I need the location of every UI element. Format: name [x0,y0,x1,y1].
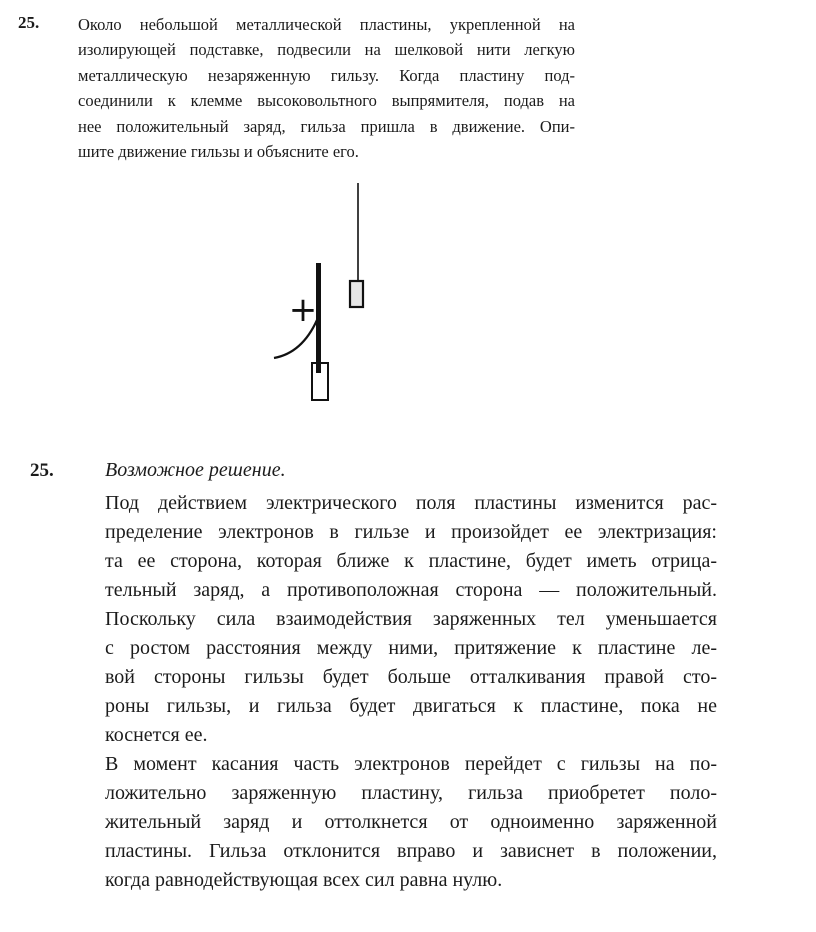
solution-number: 25. [30,460,54,481]
text-line: ложительно заряженную пластину, гильза приобретет поло- [105,782,717,804]
text-line: роны гильзы, и гильза будет двигаться к пластине, пока не [105,695,717,717]
figure-electrostatics-diagram [240,170,420,410]
plus-sign: + [288,290,318,330]
text-line: вой стороны гильзы будет больше отталкивания правой сто- [105,666,717,688]
text-line: с ростом расстояния между ними, притяжение к пластине ле- [105,637,717,659]
text-line: жительный заряд и оттолкнется от одноименно заряженной [105,811,717,833]
text-line: пределение электронов в гильзе и произойдет ее электризация: [105,521,717,543]
solution-heading: Возможное решение. [105,459,286,481]
solution-text [105,489,717,895]
text-line: металлическую незаряженную гильзу. Когда пластину под- [78,65,575,85]
text-line: Около небольшой металлической пластины, укрепленной на [78,15,575,34]
problem-text [78,12,575,164]
foil-cylinder [350,281,363,307]
text-line: когда равнодействующая всех сил равна нулю. [105,869,503,891]
text-line: пластины. Гильза отклонится вправо и зависнет в положении, [105,840,717,862]
text-line: нее положительный заряд, гильза пришла в движение. Опи- [78,116,575,136]
text-line: та ее сторона, которая ближе к пластине, будет иметь отрица- [105,550,717,572]
text-line: шите движение гильзы и объясните его. [78,142,359,162]
text-line: тельный заряд, а противоположная сторона — положительный. [105,579,717,601]
problem-number: 25. [18,13,40,32]
text-line: коснется ее. [105,724,208,746]
text-line: В момент касания часть электронов перейдет с гильзы на по- [105,753,717,775]
diagram-svg [240,170,420,410]
text-line: изолирующей подставке, подвесили на шелковой нити легкую [78,40,575,60]
text-line: Поскольку сила взаимодействия заряженных тел уменьшается [105,608,717,630]
text-line: соединили к клемме высоковольтного выпрямителя, подав на [78,91,575,111]
text-line: Под действием электрического поля пластины изменится рас- [105,492,717,514]
